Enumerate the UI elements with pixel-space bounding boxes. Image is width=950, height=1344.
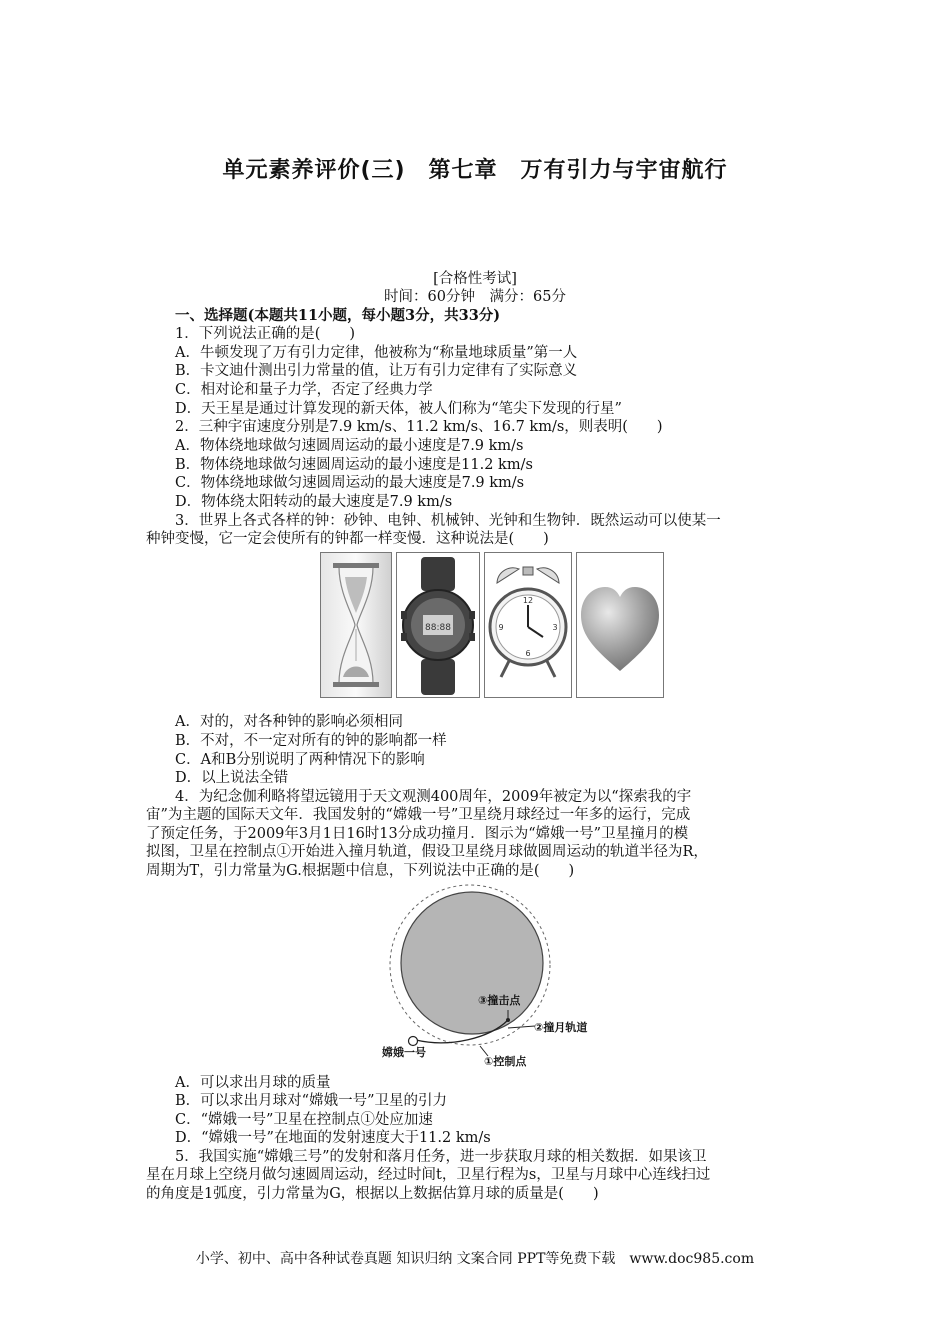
q1-option-c: C．相对论和量子力学，否定了经典力学: [175, 382, 433, 398]
svg-text:12: 12: [522, 596, 534, 605]
svg-text:88:88: 88:88: [425, 623, 451, 633]
question-4-stem-line2: 宙”为主题的国际天文年．我国发射的“嫦娥一号”卫星绕月球经过一年多的运行，完成: [146, 807, 691, 823]
heart-image: [576, 552, 664, 698]
satellite-label: 嫦娥一号: [382, 1046, 426, 1059]
question-3-stem-line1: 3．世界上各式各样的钟：砂钟、电钟、机械钟、光钟和生物钟．既然运动可以使某一: [175, 513, 721, 529]
moon-disk: [401, 892, 543, 1034]
q4-option-c: C．“嫦娥一号”卫星在控制点①处应加速: [175, 1112, 433, 1128]
control-point-label: ①控制点: [484, 1055, 527, 1068]
satellite-icon: [409, 1037, 418, 1046]
q3-option-c: C．A和B分别说明了两种情况下的影响: [175, 752, 425, 768]
footer-text: 小学、初中、高中各种试卷真题 知识归纳 文案合同 PPT等免费下载 www.doc985.com: [195, 1251, 755, 1267]
impact-point-label: ③撞击点: [478, 994, 521, 1007]
q1-option-a: A．牛顿发现了万有引力定律，他被称为“称量地球质量”第一人: [175, 345, 578, 361]
svg-text:6: 6: [525, 649, 531, 658]
alarm-clock-image: [484, 552, 572, 698]
q1-option-b: B．卡文迪什测出引力常量的值，让万有引力定律有了实际意义: [175, 363, 578, 379]
q3-option-d: D．以上说法全错: [175, 770, 289, 786]
question-5-stem-line1: 5．我国实施“嫦娥三号”的发射和落月任务，进一步获取月球的相关数据．如果该卫: [175, 1149, 707, 1165]
clocks-figure: [318, 552, 666, 700]
impact-orbit-label: ②撞月轨道: [534, 1021, 588, 1034]
question-5-stem-line3: 的角度是1弧度，引力常量为G，根据以上数据估算月球的质量是( ): [146, 1186, 599, 1202]
q2-option-b: B．物体绕地球做匀速圆周运动的最小速度是11.2 km/s: [175, 457, 533, 473]
q2-option-c: C．物体绕地球做匀速圆周运动的最大速度是7.9 km/s: [175, 475, 525, 491]
exam-type: [合格性考试]: [433, 271, 517, 287]
question-3-stem-line2: 种钟变慢，它一定会使所有的钟都一样变慢．这种说法是( ): [146, 531, 549, 547]
q4-option-a: A．可以求出月球的质量: [175, 1075, 331, 1091]
svg-text:3: 3: [552, 623, 558, 632]
question-2-stem: 2．三种宇宙速度分别是7.9 km/s、11.2 km/s、16.7 km/s，则表明( ): [175, 419, 663, 435]
electronic-watch-image: [396, 552, 480, 698]
time-score: 时间：60分钟 满分：65分: [384, 289, 566, 305]
question-4-stem-line1: 4．为纪念伽利略将望远镜用于天文观测400周年，2009年被定为以“探索我的宇: [175, 789, 692, 805]
question-5-stem-line2: 星在月球上空绕月做匀速圆周运动，经过时间t，卫星行程为s，卫星与月球中心连线扫过: [146, 1167, 711, 1183]
q2-option-d: D．物体绕太阳转动的最大速度是7.9 km/s: [175, 494, 453, 510]
impact-point-marker: [506, 1018, 510, 1022]
question-4-stem-line5: 周期为T，引力常量为G.根据题中信息，下列说法中正确的是( ): [146, 863, 575, 879]
q3-option-b: B．不对，不一定对所有的钟的影响都一样: [175, 733, 447, 749]
q4-option-b: B．可以求出月球对“嫦娥一号”卫星的引力: [175, 1093, 447, 1109]
q3-option-a: A．对的，对各种钟的影响必须相同: [175, 714, 403, 730]
q4-option-d: D．“嫦娥一号”在地面的发射速度大于11.2 km/s: [175, 1130, 491, 1146]
svg-text:9: 9: [498, 623, 504, 632]
orbit-leader: [508, 1026, 535, 1028]
question-4-stem-line4: 拟图，卫星在控制点①开始进入撞月轨道，假设卫星绕月球做圆周运动的轨道半径为R，: [146, 844, 708, 860]
page-title: 单元素养评价(三) 第七章 万有引力与宇宙航行: [222, 158, 728, 183]
section-heading: 一、选择题(本题共11小题，每小题3分，共33分): [175, 307, 501, 324]
hourglass-image: [320, 552, 392, 698]
question-1-stem: 1．下列说法正确的是( ): [175, 326, 356, 342]
question-4-stem-line3: 了预定任务，于2009年3月1日16时13分成功撞月．图示为“嫦娥一号”卫星撞月的模: [146, 826, 689, 842]
moon-impact-diagram: [380, 880, 600, 1070]
q1-option-d: D．天王星是通过计算发现的新天体，被人们称为“笔尖下发现的行星”: [175, 401, 622, 417]
q2-option-a: A．物体绕地球做匀速圆周运动的最小速度是7.9 km/s: [175, 438, 524, 454]
